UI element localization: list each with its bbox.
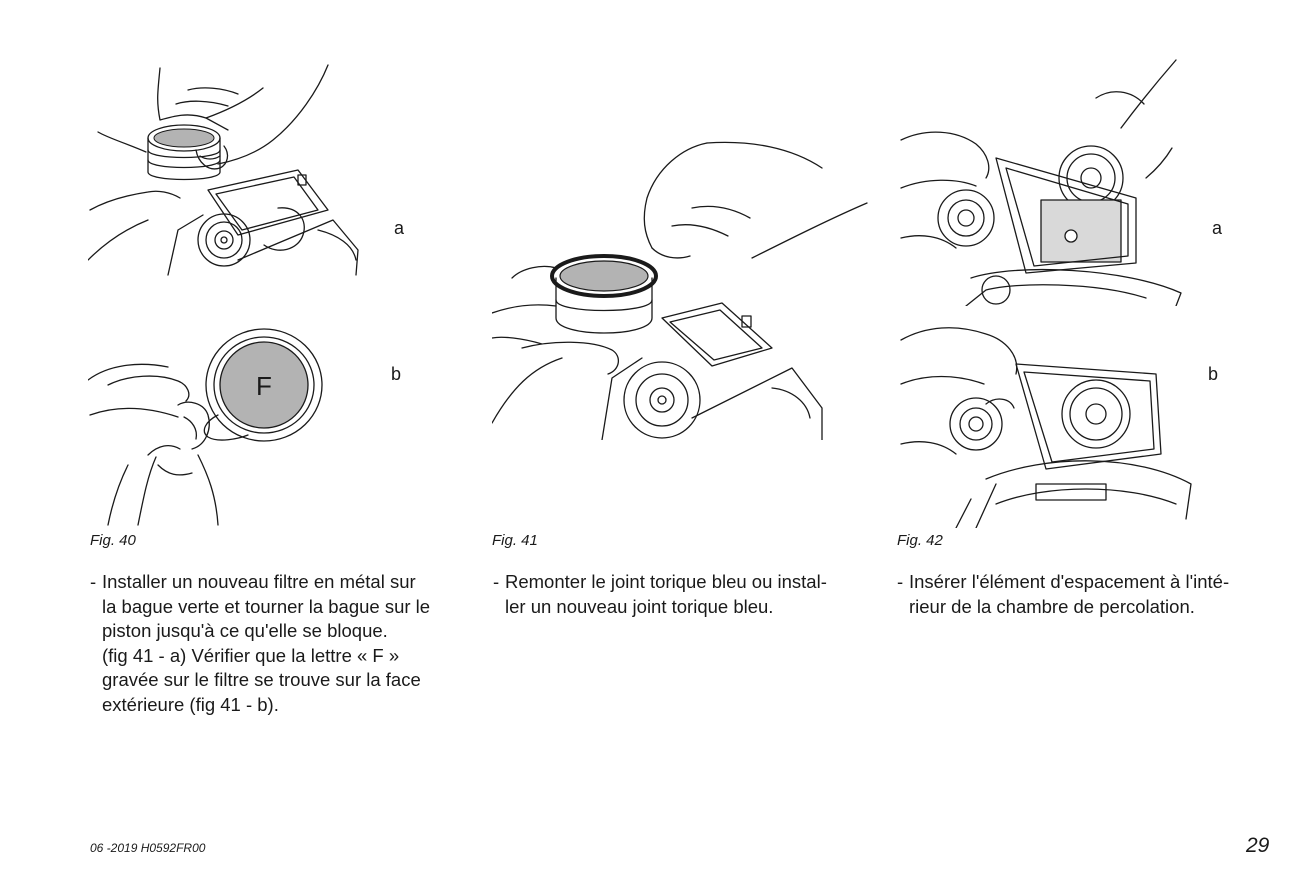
instruction-dash: - [493, 571, 500, 592]
instruction-line: gravée sur le filtre se trouve sur la face [102, 669, 421, 690]
figure-41-caption: Fig. 41 [492, 532, 538, 549]
figure-42-sublabel-a: a [1212, 218, 1223, 238]
instruction-dash: - [897, 571, 904, 592]
figure-40-caption: Fig. 40 [90, 532, 136, 549]
instruction-line: Installer un nouveau filtre en métal sur [102, 571, 416, 592]
figure-41-illustration [492, 138, 872, 440]
figure-42-sublabel-b: b [1208, 364, 1219, 384]
instruction-line: Remonter le joint torique bleu ou instal- [505, 571, 827, 592]
instruction-line: (fig 41 - a) Vérifier que la lettre « F » [102, 644, 400, 666]
document-code: 06 -2019 H0592FR00 [90, 841, 206, 855]
instruction-line: piston jusqu'à ce qu'elle se bloque. [102, 620, 388, 641]
figure-42a-illustration [896, 58, 1186, 306]
instruction-line: la bague verte et tourner la bague sur le [102, 595, 431, 617]
figure-40a-illustration [88, 60, 363, 278]
instruction-dash: - [90, 571, 97, 592]
instruction-line: Insérer l'élément d'espacement à l'inté- [909, 571, 1230, 592]
figure-40b-illustration [88, 325, 328, 527]
instruction-figure-40 [90, 570, 475, 717]
instruction-figure-41 [493, 570, 878, 619]
page-number: 29 [1246, 834, 1270, 857]
figure-42-caption: Fig. 42 [897, 532, 943, 549]
instruction-line: rieur de la chambre de percolation. [909, 595, 1195, 617]
instruction-line: ler un nouveau joint torique bleu. [505, 595, 774, 617]
instruction-figure-42 [897, 570, 1282, 619]
filter-letter: F [256, 371, 272, 401]
instruction-line: extérieure (fig 41 - b). [102, 693, 279, 715]
figure-40-sublabel-a: a [394, 218, 405, 238]
figure-42b-illustration [896, 304, 1196, 528]
figure-40-sublabel-b: b [391, 364, 402, 384]
